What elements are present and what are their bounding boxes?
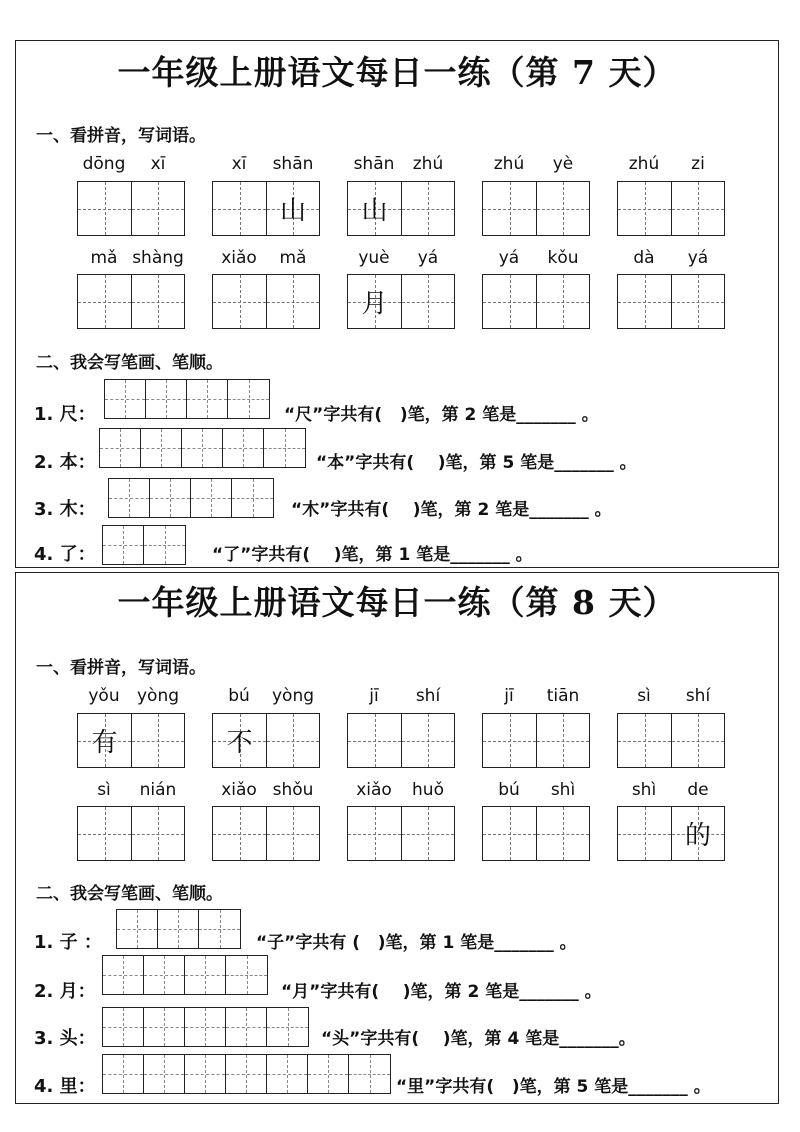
pinyin-label: shān <box>353 154 395 174</box>
worksheet-day8 <box>15 572 779 1104</box>
char-hint <box>618 182 671 235</box>
section-strokes-heading: 二、我会写笔画、笔顺。 <box>36 353 223 373</box>
char-hint <box>402 182 454 235</box>
stroke-cell[interactable] <box>185 956 226 994</box>
writing-box[interactable] <box>671 274 725 329</box>
writing-box[interactable] <box>482 274 536 329</box>
stroke-cell[interactable] <box>223 429 264 467</box>
pinyin-label: jī <box>504 686 514 706</box>
writing-box[interactable] <box>347 713 401 768</box>
stroke-cell[interactable] <box>141 429 182 467</box>
stroke-cell[interactable] <box>158 910 199 948</box>
worksheet-title: 一年级上册语文每日一练（第 8 天） <box>117 583 677 622</box>
pinyin-label: yòng <box>136 686 180 706</box>
stroke-cell[interactable] <box>150 479 191 517</box>
writing-box[interactable] <box>131 713 185 768</box>
writing-box[interactable] <box>347 274 401 329</box>
section-pinyin-heading: 一、看拼音，写词语。 <box>36 658 206 678</box>
pinyin-label: shí <box>415 686 441 706</box>
stroke-cell[interactable] <box>105 380 146 418</box>
char-hint: 山 <box>279 196 306 226</box>
stroke-grid[interactable] <box>102 955 268 995</box>
writing-box[interactable] <box>536 713 590 768</box>
stroke-cell[interactable] <box>144 956 185 994</box>
stroke-question: “头”字共有( )笔，第 4 笔是_______。 <box>321 1029 636 1049</box>
section-pinyin-heading: 一、看拼音，写词语。 <box>36 126 206 146</box>
writing-box[interactable] <box>671 181 725 236</box>
pinyin-label: mǎ <box>279 248 307 268</box>
writing-box[interactable] <box>536 806 590 861</box>
pinyin-label: yè <box>552 154 574 174</box>
pinyin-label: xiǎo <box>221 248 257 268</box>
char-hint: 不 <box>226 728 253 758</box>
pinyin-label: shí <box>685 686 711 706</box>
writing-box[interactable] <box>617 806 671 861</box>
char-hint <box>618 714 671 767</box>
stroke-item-label: 2. 本： <box>34 452 96 473</box>
section-strokes-heading: 二、我会写笔画、笔顺。 <box>36 884 223 904</box>
pinyin-label: tiān <box>546 686 580 706</box>
stroke-cell[interactable] <box>264 429 305 467</box>
char-hint <box>213 807 266 860</box>
char-hint <box>267 807 319 860</box>
pinyin-label: yá <box>498 248 520 268</box>
stroke-cell[interactable] <box>182 429 223 467</box>
char-hint: 的 <box>684 821 711 851</box>
char-hint <box>672 275 724 328</box>
char-hint <box>132 275 184 328</box>
char-hint <box>483 807 536 860</box>
stroke-cell[interactable] <box>226 1055 267 1093</box>
char-hint <box>402 275 454 328</box>
writing-box[interactable] <box>77 713 131 768</box>
pinyin-label: sì <box>97 780 111 800</box>
stroke-cell[interactable] <box>117 910 158 948</box>
pinyin-label: sì <box>637 686 651 706</box>
stroke-cell[interactable] <box>103 956 144 994</box>
pinyin-label: shì <box>550 780 576 800</box>
pinyin-label: zhú <box>628 154 660 174</box>
pinyin-label: shǒu <box>272 780 314 800</box>
writing-box[interactable] <box>266 181 320 236</box>
stroke-question: “木”字共有( )笔，第 2 笔是_______ 。 <box>291 500 612 520</box>
writing-box[interactable] <box>671 806 725 861</box>
writing-box[interactable] <box>401 274 455 329</box>
char-hint <box>402 807 454 860</box>
pinyin-label: xī <box>150 154 166 174</box>
char-hint <box>213 182 266 235</box>
stroke-question: “了”字共有( )笔，第 1 笔是_______ 。 <box>212 545 533 565</box>
writing-box[interactable] <box>536 274 590 329</box>
writing-box[interactable] <box>131 181 185 236</box>
pinyin-label: zhú <box>493 154 525 174</box>
stroke-question: “子”字共有 ( )笔，第 1 笔是_______ 。 <box>256 933 577 953</box>
writing-box[interactable] <box>347 181 401 236</box>
char-hint: 月 <box>361 289 388 319</box>
stroke-cell[interactable] <box>226 956 267 994</box>
stroke-grid[interactable] <box>108 478 274 518</box>
writing-box[interactable] <box>266 274 320 329</box>
stroke-cell[interactable] <box>232 479 273 517</box>
stroke-cell[interactable] <box>185 1008 226 1046</box>
writing-box[interactable] <box>212 806 266 861</box>
char-hint <box>348 807 401 860</box>
stroke-cell[interactable] <box>103 1008 144 1046</box>
stroke-cell[interactable] <box>100 429 141 467</box>
pinyin-label: xī <box>231 154 247 174</box>
writing-box[interactable] <box>482 713 536 768</box>
stroke-question: “里”字共有( )笔，第 5 笔是_______ 。 <box>396 1077 711 1097</box>
writing-box[interactable] <box>77 181 131 236</box>
pinyin-label: shàng <box>132 248 184 268</box>
pinyin-label: yǒu <box>88 686 120 706</box>
char-hint <box>483 275 536 328</box>
pinyin-label: yòng <box>271 686 315 706</box>
worksheet-title: 一年级上册语文每日一练（第 7 天） <box>117 53 677 92</box>
stroke-grid[interactable] <box>102 1007 309 1047</box>
stroke-cell[interactable] <box>185 1055 226 1093</box>
stroke-item-label: 4. 里： <box>34 1076 96 1097</box>
pinyin-label: shān <box>272 154 314 174</box>
writing-box[interactable] <box>77 274 131 329</box>
char-hint <box>672 714 724 767</box>
char-hint <box>132 182 184 235</box>
stroke-question: “月”字共有( )笔，第 2 笔是_______ 。 <box>281 982 602 1002</box>
pinyin-label: nián <box>139 780 177 800</box>
char-hint <box>132 714 184 767</box>
stroke-item-label: 3. 木： <box>34 499 96 520</box>
stroke-item-label: 4. 了： <box>34 544 96 565</box>
pinyin-label: mǎ <box>90 248 118 268</box>
char-hint <box>537 275 589 328</box>
stroke-cell[interactable] <box>228 380 269 418</box>
stroke-cell[interactable] <box>187 380 228 418</box>
pinyin-label: yá <box>687 248 709 268</box>
stroke-cell[interactable] <box>199 910 240 948</box>
char-hint <box>537 182 589 235</box>
char-hint <box>537 807 589 860</box>
writing-box[interactable] <box>482 181 536 236</box>
pinyin-label: xiǎo <box>356 780 392 800</box>
char-hint <box>618 807 671 860</box>
pinyin-label: huǒ <box>412 780 444 800</box>
char-hint <box>483 182 536 235</box>
pinyin-label: dōng <box>82 154 126 174</box>
pinyin-label: yá <box>417 248 439 268</box>
writing-box[interactable] <box>401 806 455 861</box>
char-hint <box>537 714 589 767</box>
char-hint <box>213 275 266 328</box>
char-hint <box>78 807 131 860</box>
stroke-item-label: 2. 月： <box>34 981 96 1002</box>
writing-box[interactable] <box>266 806 320 861</box>
stroke-question: “本”字共有( )笔，第 5 笔是_______ 。 <box>316 453 637 473</box>
char-hint <box>402 714 454 767</box>
stroke-cell[interactable] <box>267 1008 308 1046</box>
char-hint <box>618 275 671 328</box>
stroke-cell[interactable] <box>308 1055 349 1093</box>
stroke-cell[interactable] <box>109 479 150 517</box>
writing-box[interactable] <box>401 713 455 768</box>
stroke-grid[interactable] <box>102 525 186 565</box>
pinyin-label: bú <box>498 780 520 800</box>
pinyin-label: de <box>687 780 709 800</box>
pinyin-label: shì <box>631 780 657 800</box>
stroke-cell[interactable] <box>191 479 232 517</box>
char-hint <box>348 714 401 767</box>
char-hint <box>267 275 319 328</box>
writing-box[interactable] <box>77 806 131 861</box>
stroke-cell[interactable] <box>146 380 187 418</box>
writing-box[interactable] <box>671 713 725 768</box>
stroke-item-label: 1. 子 ： <box>34 932 102 953</box>
stroke-cell[interactable] <box>226 1008 267 1046</box>
stroke-cell[interactable] <box>349 1055 390 1093</box>
writing-box[interactable] <box>212 274 266 329</box>
pinyin-label: dà <box>633 248 655 268</box>
stroke-cell[interactable] <box>267 1055 308 1093</box>
writing-box[interactable] <box>536 181 590 236</box>
writing-box[interactable] <box>266 713 320 768</box>
pinyin-label: zi <box>691 154 705 174</box>
writing-box[interactable] <box>617 274 671 329</box>
char-hint <box>267 714 319 767</box>
char-hint <box>78 275 131 328</box>
pinyin-label: kǒu <box>547 248 579 268</box>
stroke-grid[interactable] <box>116 909 241 949</box>
worksheet-day7 <box>15 40 779 568</box>
writing-box[interactable] <box>617 713 671 768</box>
pinyin-label: bú <box>228 686 250 706</box>
writing-box[interactable] <box>482 806 536 861</box>
writing-box[interactable] <box>131 806 185 861</box>
char-hint: 山 <box>361 196 388 226</box>
stroke-cell[interactable] <box>144 1055 185 1093</box>
writing-box[interactable] <box>212 181 266 236</box>
pinyin-label: xiǎo <box>221 780 257 800</box>
stroke-item-label: 3. 头： <box>34 1028 96 1049</box>
writing-box[interactable] <box>617 181 671 236</box>
char-hint <box>132 807 184 860</box>
char-hint <box>672 182 724 235</box>
stroke-cell[interactable] <box>144 1008 185 1046</box>
writing-box[interactable] <box>347 806 401 861</box>
stroke-cell[interactable] <box>103 1055 144 1093</box>
stroke-grid[interactable] <box>99 428 306 468</box>
char-hint <box>78 182 131 235</box>
stroke-question: “尺”字共有( )笔，第 2 笔是_______ 。 <box>284 405 599 425</box>
stroke-cell[interactable] <box>144 526 185 564</box>
stroke-item-label: 1. 尺： <box>34 404 96 425</box>
stroke-grid[interactable] <box>102 1054 391 1094</box>
char-hint: 有 <box>91 728 118 758</box>
pinyin-label: jī <box>369 686 379 706</box>
writing-box[interactable] <box>131 274 185 329</box>
writing-box[interactable] <box>212 713 266 768</box>
pinyin-label: zhú <box>412 154 444 174</box>
stroke-grid[interactable] <box>104 379 270 419</box>
stroke-cell[interactable] <box>103 526 144 564</box>
writing-box[interactable] <box>401 181 455 236</box>
pinyin-label: yuè <box>358 248 390 268</box>
char-hint <box>483 714 536 767</box>
